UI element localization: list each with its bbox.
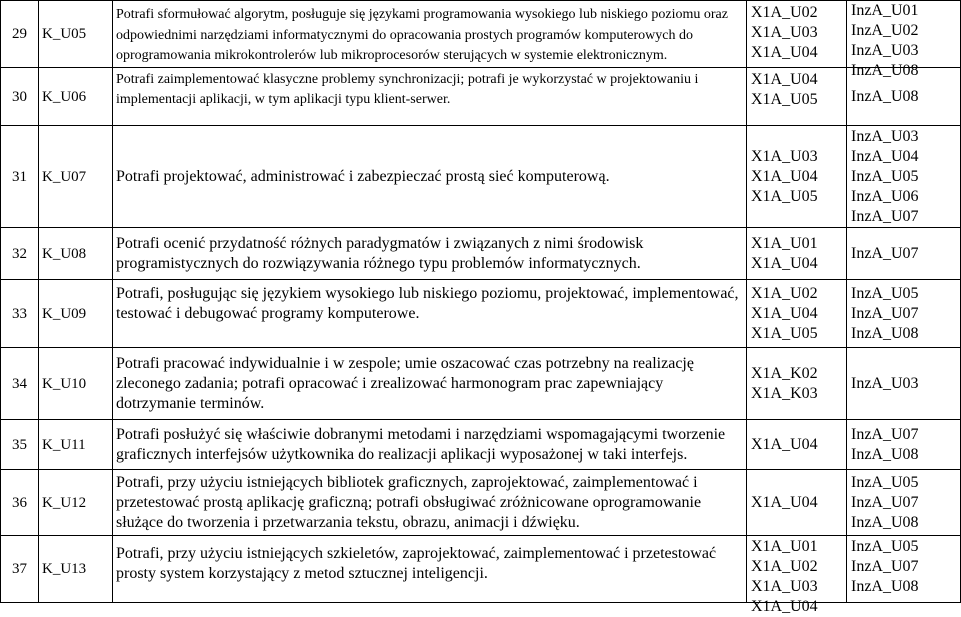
row-number: 37 <box>1 536 39 603</box>
inz-code: InzA_U01 <box>851 2 919 19</box>
k-code: X1A_U05 <box>751 187 818 205</box>
table-row <box>1 68 961 126</box>
outcome-code: K_U08 <box>39 228 113 280</box>
table-row <box>1 126 961 228</box>
inz-code: InzA_U03 <box>851 374 919 392</box>
table-row <box>1 536 961 603</box>
row-number: 36 <box>1 470 39 536</box>
outcome-code: K_U11 <box>39 420 113 470</box>
table-row <box>1 420 961 470</box>
k-codes-cell <box>747 68 847 126</box>
inz-code: InzA_U06 <box>851 187 919 205</box>
k-code: X1A_U04 <box>751 493 818 511</box>
table-row <box>1 470 961 536</box>
outcome-description: Potrafi posłużyć się właściwie dobranymi metodami i narzędziami wspomagającymi tworzenie graficznych interfejsów użytkownika do realizacji aplikacji wyposażonej w taki interfejs. <box>113 420 747 470</box>
row-number: 34 <box>1 348 39 420</box>
inz-codes-cell <box>847 420 961 470</box>
inz-codes-cell <box>847 280 961 348</box>
k-code: X1A_U01 <box>751 538 818 555</box>
table-row <box>1 280 961 348</box>
outcome-code: K_U13 <box>39 536 113 603</box>
k-codes-cell <box>747 470 847 536</box>
inz-code: InzA_U05 <box>851 284 919 302</box>
row-number: 33 <box>1 280 39 348</box>
row-number: 30 <box>1 68 39 126</box>
outcome-description: Potrafi, przy użyciu istniejących bibliotek graficznych, zaprojektować, zaimplementować i przetestować prostą aplikację graficzną; potrafi obsługiwać zróżnicowane oprogramowanie służące do tworzenia i przetwarzania tekstu, obrazu, animacji i dźwięku. <box>113 470 747 536</box>
k-code: X1A_U03 <box>751 24 818 41</box>
inz-code: InzA_U05 <box>851 473 919 491</box>
inz-code: InzA_U08 <box>851 578 919 595</box>
inz-code: InzA_U04 <box>851 147 919 165</box>
outcome-description: Potrafi zaimplementować klasyczne problemy synchronizacji; potrafi je wykorzystać w projektowaniu i implementacji aplikacji, w tym aplikacji typu klient-serwer. <box>113 68 747 126</box>
k-code: X1A_U04 <box>751 254 818 272</box>
k-code: X1A_U03 <box>751 578 818 595</box>
inz-code: InzA_U07 <box>851 207 919 225</box>
k-codes-cell <box>747 280 847 348</box>
k-code: X1A_U04 <box>751 598 818 615</box>
k-codes-cell <box>747 1 847 68</box>
inz-codes-cell <box>847 348 961 420</box>
k-code: X1A_K03 <box>751 384 818 402</box>
inz-code: InzA_U07 <box>851 425 919 443</box>
table-row <box>1 1 961 68</box>
inz-code: InzA_U07 <box>851 244 919 262</box>
outcome-description: Potrafi sformułować algorytm, posługuje się językami programowania wysokiego lub niskiego poziomu oraz odpowiednimi narzędziami informatycznymi do opracowania prostych programów komputerowych do oprogramowania mikrokontrolerów lub mikroprocesorów sterujących w systemie elektronicznym. <box>113 1 747 68</box>
inz-code: InzA_U08 <box>851 324 919 342</box>
k-code: X1A_U04 <box>751 44 818 61</box>
row-number: 32 <box>1 228 39 280</box>
k-code: X1A_U02 <box>751 4 818 21</box>
k-code: X1A_U04 <box>751 304 818 322</box>
row-number: 31 <box>1 126 39 228</box>
outcome-code: K_U06 <box>39 68 113 126</box>
k-code: X1A_U05 <box>751 91 818 108</box>
outcome-code: K_U12 <box>39 470 113 536</box>
inz-code: InzA_U08 <box>851 513 919 531</box>
inz-codes-cell <box>847 126 961 228</box>
table-row <box>1 228 961 280</box>
outcome-description: Potrafi projektować, administrować i zabezpieczać prostą sieć komputerową. <box>113 126 747 228</box>
outcome-description: Potrafi ocenić przydatność różnych paradygmatów i związanych z nimi środowisk programistycznych do rozwiązywania różnego typu problemów informatycznych. <box>113 228 747 280</box>
k-code: X1A_U02 <box>751 558 818 575</box>
inz-code: InzA_U03 <box>851 127 919 145</box>
table-row <box>1 348 961 420</box>
inz-codes-cell <box>847 536 961 603</box>
inz-code: InzA_U08 <box>851 445 919 463</box>
k-code: X1A_U01 <box>751 234 818 252</box>
k-code: X1A_U05 <box>751 324 818 342</box>
inz-code: InzA_U07 <box>851 493 919 511</box>
k-codes-cell <box>747 228 847 280</box>
outcome-description: Potrafi, posługując się językiem wysokiego lub niskiego poziomu, projektować, implementować, testować i debugować programy komputerowe. <box>113 280 747 348</box>
k-codes-cell <box>747 420 847 470</box>
inz-code: InzA_U02 <box>851 22 919 39</box>
k-code: X1A_U04 <box>751 71 818 88</box>
inz-codes-cell <box>847 1 961 79</box>
outcome-code: K_U05 <box>39 1 113 68</box>
inz-code: InzA_U05 <box>851 538 919 555</box>
k-code: X1A_U02 <box>751 284 818 302</box>
k-codes-cell <box>747 126 847 228</box>
outcome-description: Potrafi, przy użyciu istniejących szkieletów, zaprojektować, zaimplementować i przetestować prosty system korzystający z metod sztucznej inteligencji. <box>113 536 747 603</box>
k-code: X1A_U03 <box>751 147 818 165</box>
inz-code: InzA_U07 <box>851 558 919 575</box>
k-codes-cell <box>747 348 847 420</box>
outcome-code: K_U09 <box>39 280 113 348</box>
k-codes-cell <box>747 536 847 615</box>
row-number: 29 <box>1 1 39 68</box>
outcome-code: K_U10 <box>39 348 113 420</box>
k-code: X1A_U04 <box>751 167 818 185</box>
outcome-description: Potrafi pracować indywidualnie i w zespole; umie oszacować czas potrzebny na realizację zleconego zadania; potrafi opracować i zrealizować harmonogram prac zapewniający dotrzymanie terminów. <box>113 348 747 420</box>
inz-codes-cell <box>847 228 961 280</box>
inz-codes-cell <box>847 470 961 536</box>
inz-code: InzA_U03 <box>851 42 919 59</box>
row-number: 35 <box>1 420 39 470</box>
k-code: X1A_K02 <box>751 364 818 382</box>
inz-code: InzA_U08 <box>851 62 919 79</box>
inz-code: InzA_U05 <box>851 167 919 185</box>
inz-code: InzA_U08 <box>851 87 919 105</box>
inz-code: InzA_U07 <box>851 304 919 322</box>
k-code: X1A_U04 <box>751 435 818 453</box>
outcome-code: K_U07 <box>39 126 113 228</box>
